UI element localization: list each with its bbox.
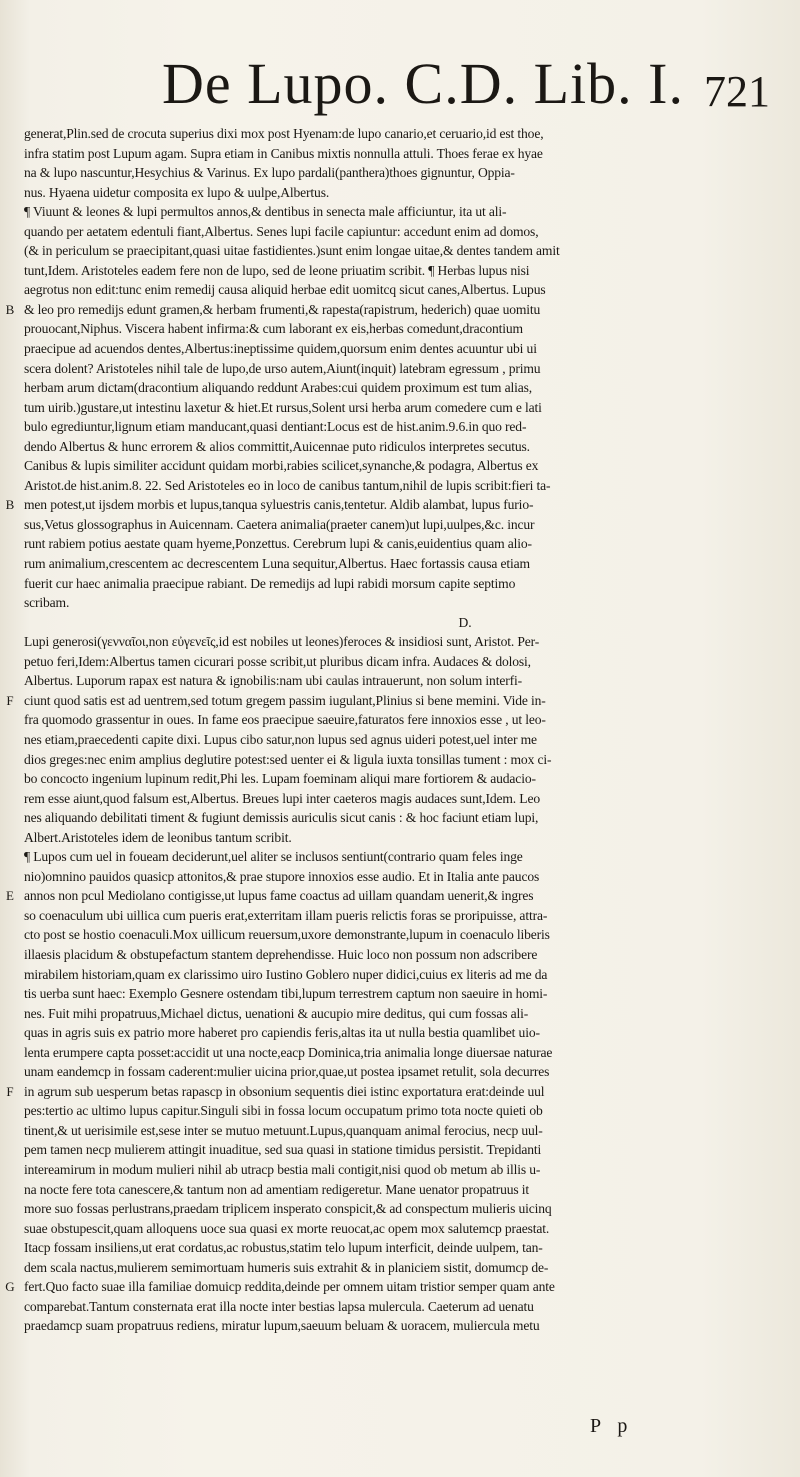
text-line: Aristot.de hist.anim.8. 22. Sed Aristoteles eo in loco de canibus tantum,nihil de lupis scribit:fieri ta- (24, 477, 551, 493)
text-line: aegrotus non edit:tunc enim remedij causa aliquid herbae edit uomitcq sicut canes,Albertus. Lupus (24, 282, 546, 298)
text-line: herbam arum dictam(dracontium aliquando reddunt Arabes:cui quidem proximum est tum alias, (24, 380, 532, 396)
text-line: nes aliquando debilitati timent & fugiunt demissis auriculis sicut canis : & hoc faciunt etiam lupi, (24, 810, 539, 826)
signature-mark: P p (590, 1415, 634, 1437)
text-line: quando per aetatem edentuli fiant,Albertus. Senes lupi facile capiuntur: accedunt enim ad domos, (24, 223, 539, 239)
text-line: suae obstupescit,quam alloquens uoce sua quasi ex morte reuocat,ac opem mox salutemcp praestat. (24, 1220, 550, 1236)
text-line: unam eandemcp in fossam caderent:mulier uicina prior,quae,ut postea ipsamet retulit, sola decurres (24, 1064, 550, 1080)
margin-note: B (5, 301, 15, 317)
margin-note: F (6, 692, 14, 708)
text-line: fuerit cur haec animalia praecipue rabiant. De remedijs ad lupi rabidi morsum capite septimo (24, 575, 516, 591)
text-line: runt rabiem potius aestate quam hyeme,Ponzettus. Cerebrum lupi & canis,euidentius quam alio- (24, 536, 532, 552)
text-line: scribam. (24, 595, 70, 611)
text-line: nes. Fuit mihi propatruus,Michael dictus, uenationi & aucupio mire deditus, qui cum fossas ali- (24, 1005, 529, 1021)
text-line: quas in agris suis ex patrio more haberet pro capiendis feris,altas ita ut nulla bestia quamlibet uio- (24, 1025, 540, 1041)
text-line: tis uerba sunt haec: Exemplo Gesnere ostendam tibi,lupum terrestrem captum non saeuire in homi- (24, 986, 548, 1002)
text-line: more suo fossas perlustrans,praedam triplicem insperato conspicit,& ad conspectum mulieris uicinq (24, 1201, 552, 1217)
text-line: rum animalium,crescentem ac decrescentem Luna sequitur,Albertus. Haec fortassis causa etiam (24, 556, 530, 572)
text-line: prouocant,Niphus. Viscera habent infirma:& cum laborant ex eis,herbas comedunt,dracontium (24, 321, 523, 337)
text-line: praecipue ad acuendos dentes,Albertus:ineptissime quidem,quorsum enim dentes acuuntur ubi ui (24, 341, 537, 357)
text-line: ciunt quod satis est ad uentrem,sed totum gregem passim iugulant,Plinius si bene memini. Vide in- (24, 692, 546, 708)
text-line: fra quomodo grassentur in oues. In fame eos praecipue saeuire,faturatos fere innoxios esse , ut leo- (24, 712, 546, 728)
page-number: 721 (704, 67, 770, 116)
text-line: Lupi generosi(γενναῖοι,non εὐγενεῖς,id est nobiles ut leones)feroces & insidiosi sunt, Aristot. Per- (24, 634, 540, 650)
text-line: so coenaculum ubi uillica cum pueris erat,exterritam illam pueris relictis foras se proripuisse, attra- (24, 907, 548, 923)
text-line: nus. Hyaena uidetur composita ex lupo & uulpe,Albertus. (24, 184, 330, 200)
text-line: Canibus & lupis similiter accidunt quidam morbi,rabies scilicet,synanche,& podagra, Albertus ex (24, 458, 539, 474)
running-title: De Lupo. C.D. Lib. I. (162, 51, 684, 116)
text-line: infra statim post Lupum agam. Supra etiam in Canibus mixtis nonnulla attuli. Thoes ferae ex hyae (24, 145, 543, 161)
margin-note: G (5, 1279, 15, 1295)
page-header (150, 48, 770, 120)
section-letter: D. (458, 614, 472, 630)
text-line: cto post se hostio coenaculi.Mox uillicum reuersum,uxore demonstrante,lupum in coenaculo liberis (24, 927, 550, 943)
text-line: tinent,& ut uerisimile est,sese inter se mutuo metuunt.Lupus,quanquam animal ferocius, necp uul- (24, 1122, 543, 1138)
text-line: ¶ Viuunt & leones & lupi permultos annos,& dentibus in senecta male afficiuntur, ita ut ali- (24, 204, 507, 220)
text-line: sus,Vetus glossographus in Auicennam. Caetera animalia(praeter canem)ut lupi,uulpes,&c. incur (24, 516, 535, 532)
text-line: bo concocto ingenium lupinum redit,Phi les. Lupam foeminam aliqui mare fortiorem & audacio- (24, 771, 536, 787)
text-line: na nocte fere tota canescere,& tantum non ad amentiam redigeretur. Mane uenator propatruus it (24, 1181, 530, 1197)
text-line: annos non pcul Mediolano contigisse,ut lupus fame coactus ad uillam quandam uenerit,& ingres (24, 888, 534, 904)
text-line: mirabilem historiam,quam ex clarissimo uiro Iustino Goblero nuper didici,cuius ex literis ad me da (24, 966, 548, 982)
text-line: generat,Plin.sed de crocuta superius dixi mox post Hyenam:de lupo canario,et ceruario,id est thoe, (24, 126, 544, 141)
text-line: men potest,ut ijsdem morbis et lupus,tanqua syluestris canis,tentetur. Aldib alambat, lupus furio- (24, 497, 534, 513)
text-line: bulo egrediuntur,lignum etiam manducant,quasi dentiant:Locus est de hist.anim.9.6.in quo red- (24, 419, 527, 435)
text-line: dios greges:nec enim amplius deglutire potest:sed uenter ei & ligula iuxta tonsillas tument : mox ci- (24, 751, 552, 767)
text-line: fert.Quo facto suae illa familiae domuicp reddita,deinde per omnem uitam tristior semper quam ante (24, 1279, 555, 1295)
text-line: rem esse aiunt,quod falsum est,Albertus. Breues lupi inter caeteros magis audaces sunt,Idem. Leo (24, 790, 540, 806)
text-line: (& in periculum se praecipitant,quasi uitae fastidientes.)sunt enim longae uitae,& dentes tandem amit (24, 243, 560, 259)
text-line: praedamcp suam propatruus rediens, miratur lupum,saeuum beluam & uoracem, muliercula metu (24, 1318, 540, 1334)
text-line: tum uirib.)gustare,ut intestinu laxetur & hiet.Et rursus,Solent ursi herba arum comedere cum e lati (24, 399, 542, 415)
text-line: pes:tertio ac ultimo lupus capitur.Singuli sibi in fossa locum occupatum primo tota nocte quieti ob (24, 1103, 543, 1119)
text-line: in agrum sub uesperum betas rapascp in obsonium sequentis diei istinc exportatura erat:deinde uul (24, 1083, 545, 1099)
text-line: lenta erumpere capta posset:accidit ut una nocte,eacp Dominica,tria animalia longe diuersae naturae (24, 1044, 553, 1060)
text-line: tunt,Idem. Aristoteles eadem fere non de lupo, sed de leone priuatim scribit. ¶ Herbas lupus nisi (24, 262, 530, 278)
text-line: pem tamen necp mulierem attingit inuaditue, sed sua quasi in statione timidus persistit. Trepidanti (24, 1142, 542, 1158)
text-line: ¶ Lupos cum uel in foueam deciderunt,uel aliter se inclusos sentiunt(contrario quam feles inge (24, 849, 523, 865)
text-line: comparebat.Tantum consternata erat illa nocte inter bestias lapsa mulercula. Caeterum ad uenatu (24, 1298, 534, 1314)
text-line: na & lupo nascuntur,Hesychius & Varinus. Ex lupo pardali(panthera)thoes gignuntur, Oppia- (24, 165, 515, 181)
text-line: Albert.Aristoteles idem de leonibus tantum scribit. (24, 829, 292, 845)
text-line: nio)omnino pauidos quasicp attonitos,& prae stupore innoxios esse audio. Et in Italia ante paucos (24, 868, 540, 884)
text-line: scera dolent? Aristoteles nihil tale de lupo,de urso autem,Aiunt(inquit) latebram egressum , primu (24, 360, 541, 376)
margin-note: F (6, 1083, 14, 1099)
text-line: dem scala nactus,mulierem semimortuam humeris suis extrahit & in planiciem sistit, domumcp de- (24, 1259, 549, 1275)
body-text (24, 124, 766, 1336)
text-line: dendo Albertus & hunc errorem & alios committit,Auicennae puto ridiculos interpretes secutus. (24, 438, 530, 454)
text-line: illaesis placidum & obstupefactum stantem deprehendisse. Huic loco non possum non adscribere (24, 946, 538, 962)
text-line: intereamirum in modum mulieri nihil ab utracp bestia mali contigit,nisi quod ob metum ab illis u- (24, 1161, 541, 1177)
text-line: Albertus. Luporum rapax est natura & ignobilis:nam ubi caulas intrauerunt, non solum interfi- (24, 673, 522, 689)
text-line: petuo feri,Idem:Albertus tamen cicurari posse scribit,ut pluribus dicam infra. Audaces & dolosi, (24, 653, 531, 669)
margin-note: E (6, 888, 14, 904)
text-line: Itacp fossam insiliens,ut erat cordatus,ac robustus,statim telo lupum interficit, deinde uulpem, tan- (24, 1240, 543, 1256)
text-line: nes etiam,praecedenti capite dixi. Lupus cibo satur,non lupus sed agnus uideri potest,uel inter me (24, 731, 537, 747)
margin-note: B (5, 497, 15, 513)
text-line: & leo pro remedijs edunt gramen,& herbam frumenti,& rapesta(rapistrum, hederich) quae uomitu (24, 301, 541, 317)
